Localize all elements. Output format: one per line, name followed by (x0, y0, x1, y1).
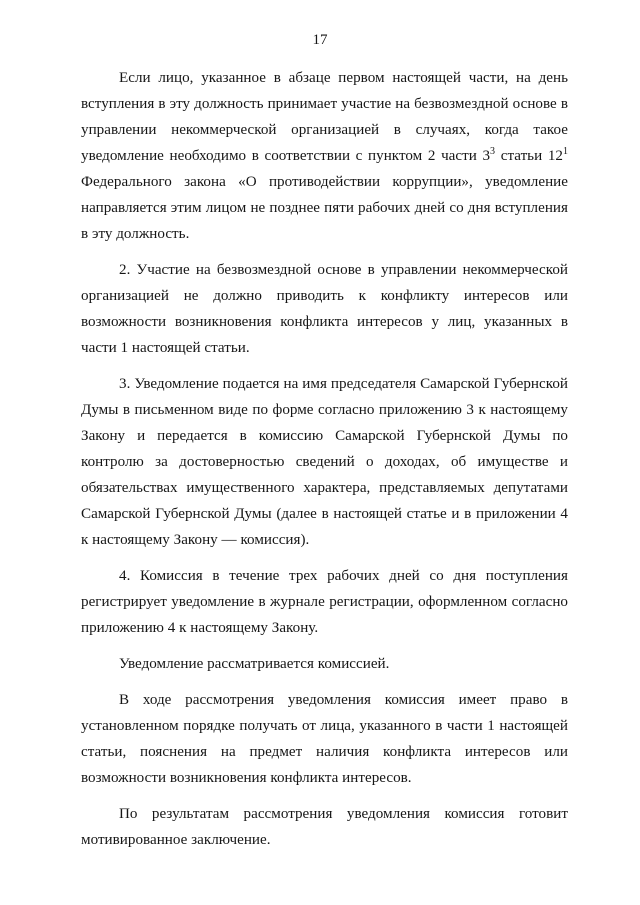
superscript-part-index: 3 (490, 146, 496, 157)
paragraph-1-text-b: статьи 12 (495, 148, 563, 164)
paragraph-7: По результатам рассмотрения уведомления комиссия готовит мотивированное заключение. (81, 806, 568, 848)
page-number: 17 (312, 32, 328, 48)
superscript-article-index: 1 (562, 146, 568, 157)
paragraph-3: 3. Уведомление подается на имя председателя Самарской Губернской Думы в письменном виде по форме согласно приложению 3 к настоящему Закону и передается в комиссию Самарской Губернской Думы по контролю за достоверностью сведений о доходах, об имуществе и обязательствах имущественного характера, представляемых депутатами Самарской Губернской Думы (далее в настоящей статье и в приложении 4 к настоящему Закону — комиссия). (81, 376, 568, 548)
paragraph-2: 2. Участие на безвозмездной основе в управлении некоммерческой организацией не должно приводить к конфликту интересов или возможности возникновения конфликта интересов у лиц, указанных в части 1 настоящей статьи. (81, 262, 568, 356)
paragraph-4: 4. Комиссия в течение трех рабочих дней со дня поступления регистрирует уведомление в журнале регистрации, оформленном согласно приложению 4 к настоящему Закону. (81, 568, 568, 636)
paragraph-1-text-c: Федерального закона «О противодействии коррупции», уведомление направляется этим лицом не позднее пяти рабочих дней со дня вступления в эту должность. (81, 174, 568, 242)
paragraph-1 (81, 65, 568, 247)
paragraph-6: В ходе рассмотрения уведомления комиссия имеет право в установленном порядке получать от лица, указанного в части 1 настоящей статьи, пояснения на предмет наличия конфликта интересов или возможности возникновения конфликта интересов. (81, 692, 568, 786)
document-body (81, 65, 568, 863)
paragraph-5: Уведомление рассматривается комиссией. (119, 656, 390, 672)
paragraph-1-text-a: Если лицо, указанное в абзаце первом настоящей части, на день вступления в эту должность принимает участие на безвозмездной основе в управлении некоммерческой организацией в случаях, когда такое уведомление необходимо в соответствии с пунктом 2 части 3 (81, 70, 568, 164)
